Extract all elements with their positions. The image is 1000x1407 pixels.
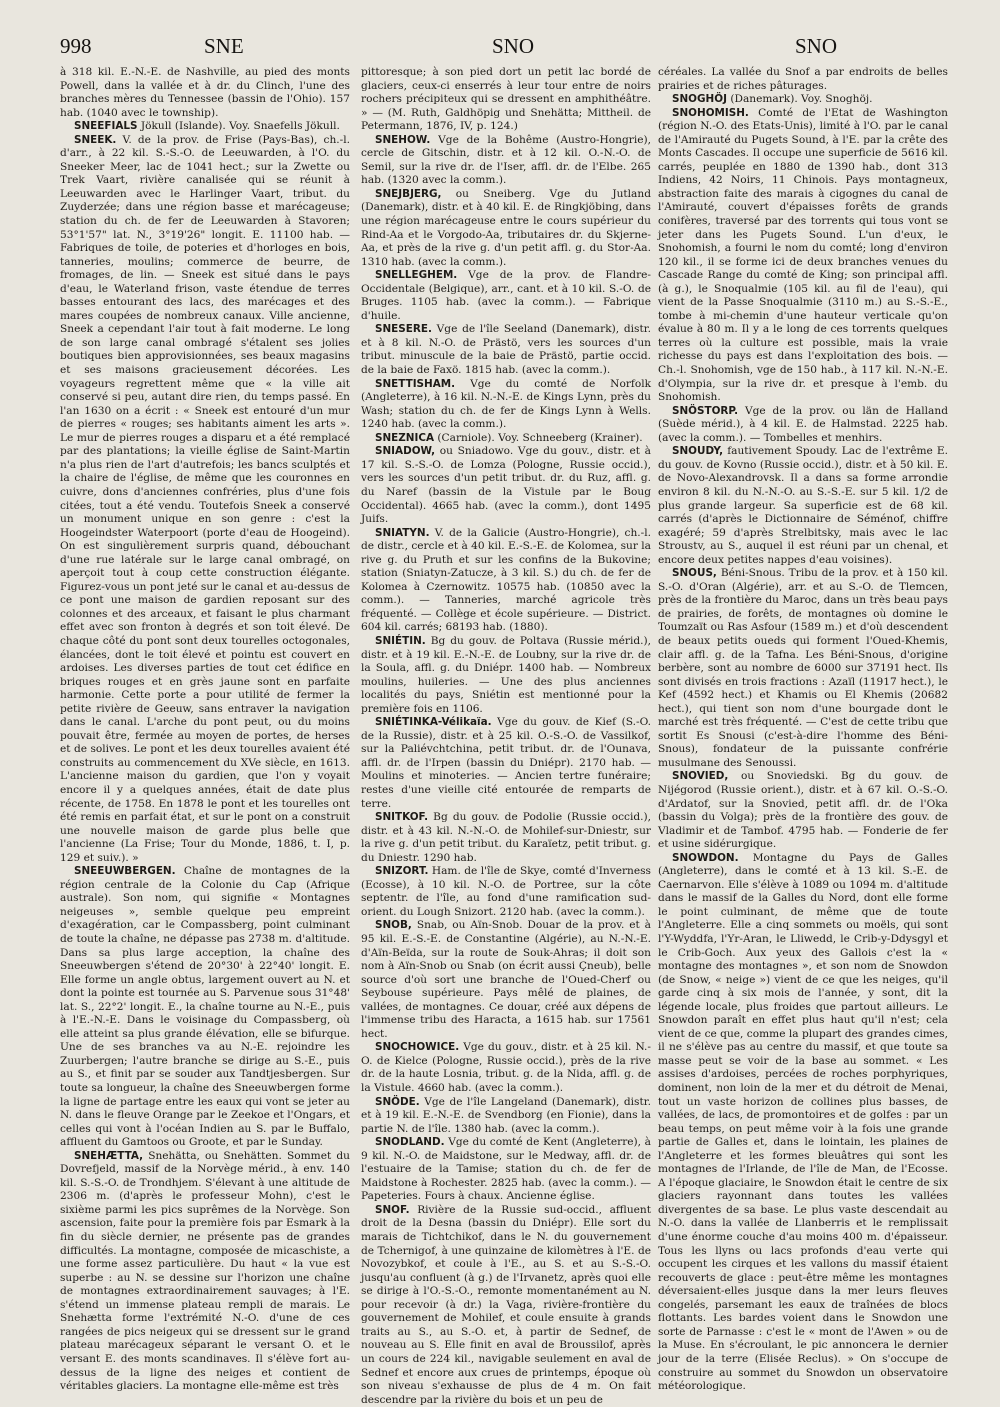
entry-headword: SNODLAND. — [375, 1136, 445, 1149]
entry-body: Vge de la prov. de Flandre-Occidentale (Belgique), arr., cant. et à 10 kil. S.-O. de Bruges. 1105 hab. (avec la comm.). — Fabrique d'huile. — [361, 269, 652, 322]
entry-headword: SNEZNICA — [375, 431, 435, 444]
entry-body: V. de la Galicie (Austro-Hongrie), ch.-l. de distr., cercle et à 40 kil. E.-S.-E. de Kolomea, sur la rive g. du Pruth et sur les confins de la Bukovine; station (Sniatyn-Zatucze, à 3 kil. S.) du ch. de fer de Kolomea à Czernowitz. 10575 hab. (10850 avec la comm.). — Tanneries, marché agricole très fréquenté. — Collège et école supérieure. — District. 604 kil. carrés; 68193 hab. (1880). — [361, 526, 651, 634]
dictionary-entry — [60, 120, 350, 134]
entry-headword: SNITKOF. — [375, 811, 429, 824]
entry-headword: SNOWDON. — [672, 851, 739, 864]
entry-body: Bg du gouv. de Podolie (Russie occid.), distr. et à 43 kil. N.-N.-O. de Mohilef-sur-Dniestr, sur la rive g. d'un petit tribut. du Karaïetz, petit tribut. g. du Dniestr. 1290 hab. — [361, 811, 651, 864]
entry-headword: SNELLEGHEM. — [375, 269, 458, 282]
entry-body: Vge du comté de Norfolk (Angleterre), à 16 kil. N.-N.-E. de Kings Lynn, près du Wash; station du ch. de fer de Kings Lynn à Wells. 1240 hab. (avec la comm.). — [361, 377, 652, 431]
dictionary-entry — [361, 1096, 651, 1137]
entry-body: Snehätta, ou Snehätten. Sommet du Dovrefjeld, massif de la Norvège mérid., à env. 140 kil. S.-S.-O. de Trondhjem. S'élevant à une altitude de 2306 m. (d'après le professeur Mohn), c'est le sixième parmi les pics suprêmes de la Norvège. Son ascension, faite pour la première fois par Esmark à la fin du siècle dernier, ne présente pas de grandes difficultés. La montagne, composée de micaschiste, a une forme assez particulière. Du haut « la vue est superbe : au N. se dessine sur l'horizon une chaîne de montagnes extraordinairement sauvages; à l'E. s'étend un immense plateau rempli de marais. Le Snehætta forme l'extrémité N.-O. d'une de ces rangées de pics neigeux qui se dressent sur le grand plateau marécageux séparant le versant O. et le versant E. des monts scandinaves. Il s'élève fort au-dessus de la ligne des neiges et contient de véritables glaciers. La montagne elle-même est très — [60, 1149, 350, 1393]
dictionary-entry — [361, 716, 651, 811]
entry-headword: SNEEUWBERGEN. — [74, 865, 176, 878]
dictionary-entry — [60, 134, 350, 866]
entry-body: Jökull (Islande). Voy. Snaefells Jökull. — [140, 120, 340, 133]
entry-headword: SNIZORT. — [375, 865, 429, 878]
entry-body: céréales. La vallée du Snof a par endroits de belles prairies et de riches pâturages. — [658, 66, 948, 92]
dictionary-entry — [361, 432, 651, 446]
dictionary-entry — [658, 405, 948, 446]
entry-body: V. de la prov. de Frise (Pays-Bas), ch.-l. d'arr., à 22 kil. S.-S.-O. de Leeuwarden, à l'O. du Sneeker Meer, lac de 1041 hect.; sur la Zwette ou Trek Vaart, rivière canalisée qui se réunit à Leeuwarden avec le Harlinger Vaart, tribut. du Zuyderzée; dans une région basse et marécageuse; station du ch. de fer de Leeuwarden à Stavoren; 53°1'57" lat. N., 3°19'26" longit. E. 11100 hab. — Fabriques de toile, de poteries et d'horloges en bois, tanneries, moulins; commerce de beurre, de fromages, de lin. — Sneek est situé dans le pays d'eau, le Waterland frison, vaste étendue de terres basses entourant des lacs, des marécages et des mares coupées de nombreux canaux. Ville ancienne, Sneek a cependant l'air tout à fait moderne. Le long de son large canal ombragé s'étalent ses jolies boutiques bien approvisionnées, ses beaux magasins et ses maisons gracieusement décorées. Les voyageurs regrettent même que « la ville ait conservé si peu, autant dire rien, du temps passé. En l'an 1630 on a écrit : « Sneek est entouré d'un mur de pierres « rouges; ses habitants aiment les arts ». Le mur de pierres rouges a disparu et a été remplacé par des plantations; la vieille église de Saint-Martin n'a plus rien de l'art d'autrefois; les bancs sculptés et la chaire de l'église, de même que les couronnes en cuivre, dons d'anciennes confréries, plus d'une fois citées, tout a été vendu. Toutefois Sneek a conservé un monument unique en son genre : c'est la Hoogeindster Waterpoort (porte d'eau de Hoogeind). On est singulièrement surpris quand, débouchant d'une rue latérale sur le large canal ombragé, on aperçoit tout à coup cette construction élégante. Figurez-vous un pont jeté sur le canal et au-dessus de ce pont une maison de gardien reposant sur des colonnes et des arceaux, et faisant le plus charmant effet avec son fronton à degrés et son toit élevé. De chaque côté du pont sont deux tourelles octogonales, élancées, dont le toit élevé et pointu est couvert en ardoises. Les diverses parties de tout cet édifice en briques rouges et en grès jaune sont en parfaite harmonie. Cette porte a pour utilité de fermer la petite rivière de Geeuw, sans entraver la navigation dans le canal. L'arche du pont peut, ou du moins pouvait être, fermée au moyen de portes, de herses et de solives. Le pont et les deux tourelles avaient été construits au commencement du XVe siècle, en 1613. L'ancienne maison du gardien, que l'on y voyait encore il y a quelques années, était de date plus récente, de 1758. En 1878 le pont et les tourelles ont été remis en parfait état, et sur le pont on a construit une nouvelle maison de garde plus belle que l'ancienne (La Frise; Tour du Monde, 1886, t. I, p. 129 et suiv.). » — [60, 133, 350, 864]
dictionary-entry — [361, 378, 651, 432]
entry-body: Vge de la prov. ou län de Halland (Suède mérid.), à 4 kil. E. de Halmstad. 2225 hab. (avec la comm.). — Tombelles et menhirs. — [658, 404, 948, 444]
entry-headword: SNOF. — [375, 1203, 410, 1216]
entry-headword: SNIÉTIN. — [375, 634, 426, 647]
dictionary-entry — [658, 567, 948, 770]
text-column-3 — [658, 66, 949, 1393]
entry-body: Vge de l'île Seeland (Danemark), distr. et à 8 kil. N.-O. de Prästö, vers les sources d'un tribut. minuscule de la baie de Prästö, partie occid. de la baie de Faxö. 1815 hab. (avec la comm.). — [361, 323, 651, 377]
entry-headword: SNEEK. — [74, 133, 117, 146]
entry-headword: SNÖDE. — [375, 1095, 420, 1108]
entry-headword: SNEHOW. — [375, 133, 431, 146]
dictionary-entry — [361, 1041, 651, 1095]
entry-headword: SNOUS, — [672, 567, 717, 580]
running-head-left: SNE — [204, 34, 244, 58]
entry-body: fautivement Spoudy. Lac de l'extrême E. du gouv. de Kovno (Russie occid.), distr. et à 50 kil. E. de Novo-Alexandrovsk. Il a dans sa forme arrondie environ 8 kil. du N.-N.-O. au S.-S.-E. sur 5 kil. 1/2 de plus grande largeur. Sa superficie est de 68 kil. carrés (d'après le Dictionnaire de Séménof, chiffre exagéré; 59 d'après Strelbitsky, mais avec le lac Stroustv, au S., auquel il est réuni par un chenal, et encore deux petites nappes d'eau voisines). — [658, 445, 948, 566]
entry-body: à 318 kil. E.-N.-E. de Nashville, au pied des monts Powell, dans la vallée et à dr. du Clinch, l'une des branches mères du Tennessee (bassin de l'Ohio). 157 hab. (1040 avec le township). — [60, 66, 350, 119]
dictionary-entry — [361, 919, 651, 1041]
dictionary-entry — [658, 852, 948, 1394]
entry-headword: SNOHOMISH. — [672, 106, 749, 119]
entry-headword: SNOUDY, — [672, 445, 724, 458]
entry-body: (Carniole). Voy. Schneeberg (Krainer). — [437, 431, 643, 444]
dictionary-entry — [361, 188, 651, 269]
entry-headword: SNOVIED, — [672, 770, 729, 783]
running-head-right: SNO — [795, 34, 838, 58]
dictionary-entry — [361, 269, 651, 323]
entry-body: Vge du gouv. de Kief (S.-O. de la Russie), distr. et à 25 kil. O.-S.-O. de Vassilkof, sur la Paliévchtchina, petit tribut. dr. de l'Ounava, affl. dr. de l'Irpen (bassin du Dniépr). 2170 hab. — Moulins et minoteries. — Ancien tertre funéraire; restes d'une vieille cité entourée de remparts de terre. — [361, 716, 651, 810]
dictionary-entry — [658, 66, 948, 93]
entry-body: Bg du gouv. de Poltava (Russie mérid.), distr. et à 19 kil. E.-N.-E. de Loubny, sur la rive dr. de la Soula, affl. g. du Dniépr. 1400 hab. — Nombreux moulins, huileries. — Une des plus anciennes localités du pays, Sniétin est mentionné pour la première fois en 1106. — [361, 634, 651, 715]
entry-body: Rivière de la Russie sud-occid., affluent droit de la Desna (bassin du Dniépr). Elle sort du marais de Tichtchikof, dans le N. du gouvernement de Tchernigof, à une quinzaine de kilomètres à l'E. de Novozybkof, et coule à l'E., au S. et au S.-S.-O. jusqu'au confluent (à g.) de l'Irvanetz, après quoi elle se dirige à l'O.-S.-O., remonte momentanément au N. pour recevoir (à dr.) la Vaga, rivière-frontière du gouvernement de Mohilef, et coule ensuite à grands traits au S., au S.-O. et, à partir de Sednef, de nouveau au S. Elle finit en aval de Broussilof, après un cours de 224 kil., navigable seulement en aval de Sednef et encore aux crues de printemps, époque où son niveau s'exhausse de plus de 4 m. On fait descendre par la rivière du bois et un peu de — [361, 1203, 652, 1406]
entry-body: Vge du comté de Kent (Angleterre), à 9 kil. N.-O. de Maidstone, sur le Medway, affl. dr. de l'estuaire de la Tamise; station du ch. de fer de Maidstone à Rochester. 2825 hab. (avec la comm.). — Papeteries. Fours à chaux. Ancienne église. — [361, 1136, 651, 1203]
dictionary-entry — [361, 811, 651, 865]
entry-headword: SNESERE. — [375, 323, 432, 336]
entry-headword: SNIADOW, — [375, 445, 436, 458]
entry-headword: SNOB, — [375, 919, 412, 932]
dictionary-entry — [361, 635, 651, 716]
entry-body: Vge du gouv., distr. et à 25 kil. N.-O. de Kielce (Pologne, Russie occid.), près de la rive dr. de la haute Losnia, tribut. g. de la Nida, affl. g. de la Vistule. 4660 hab. (avec la comm.). — [361, 1041, 651, 1095]
dictionary-entry — [361, 1136, 651, 1204]
entry-body: ou Snoviedski. Bg du gouv. de Nijégorod (Russie orient.), distr. et à 67 kil. O.-S.-O. d'Ardatof, sur la Snovied, petit affl. dr. de l'Oka (bassin du Volga); près de la frontière des gouv. de Vladimir et de Tambof. 4795 hab. — Fonderie de fer et usine sidérurgique. — [658, 770, 948, 851]
text-column-2 — [361, 66, 652, 1406]
entry-headword: SNEEFIALS — [74, 120, 138, 133]
entry-body: Comté de l'Etat de Washington (région N.-O. des Etats-Unis), limité à l'O. par le canal de l'Amirauté du Pugets Sound, à l'E. par la crête des Monts Cascades. Il occupe une superficie de 5616 kil. carrés, peuplée en 1880 de 1390 hab., dont 313 Indiens, 42 Noirs, 11 Chinois. Pays montagneux, abstraction faite des marais à cigognes du canal de l'Amirauté, couvert d'épaisses forêts de grands conifères, traversé par des torrents qui tous vont se jeter dans les Pugets Sound. L'un d'eux, le Snohomish, a fourni le nom du comté; long d'environ 120 kil., il se forme ici de deux branches venues du Cascade Range du comté de King; son principal affl. (à g.), le Snoqualmie (105 kil. au fil de l'eau), qui vient de la Passe Snoqualmie (3110 m.) au S.-S.-E., tombe à mi-chemin d'une hauteur verticale qu'on évalue à 80 m. Il y a le long de ces torrents quelques terres où la culture est possible, mais la vraie richesse du pays est dans l'exploitation des bois. — Ch.-l. Snohomish, vge de 150 hab., à 117 kil. N.-N.-E. d'Olympia, sur la rive dr. et presque à l'emb. du Snohomish. — [658, 106, 949, 404]
dictionary-entry — [361, 445, 651, 526]
entry-headword: SNÖSTORP. — [672, 404, 739, 417]
text-column-1 — [60, 66, 350, 1393]
dictionary-entry — [361, 66, 651, 134]
dictionary-entry — [658, 93, 948, 107]
dictionary-entry — [60, 66, 350, 120]
dictionary-entry — [361, 134, 651, 188]
entry-headword: SNETTISHAM. — [375, 377, 456, 390]
dictionary-entry — [658, 770, 948, 851]
entry-body: Ham. de l'île de Skye, comté d'Inverness (Ecosse), à 10 kil. N.-O. de Portree, sur la côte septentr. de l'île, au fond d'une ramification sud-orient. du Lough Snizort. 2120 hab. (avec la comm.). — [361, 865, 651, 918]
entry-body: Vge de l'île Langeland (Danemark), distr. et à 19 kil. E.-N.-E. de Svendborg (en Fionie), dans la partie N. de l'île. 1380 hab. (avec la comm.). — [361, 1095, 651, 1135]
entry-headword: SNEHÆTTA, — [74, 1149, 144, 1162]
entry-body: Snab, ou Aïn-Snob. Douar de la prov. et à 95 kil. E.-S.-E. de Constantine (Algérie), au N.-N.-E. d'Aïn-Beïda, sur la route de Souk-Ahras; il doit son nom à Aïn-Snob ou Snab (on écrit aussi Çneub), belle source d'où sort une branche de l'Oued-Cherf ou Seybouse supérieure. Pays mêlé de plaines, de vallées, de montagnes. Ce douar, créé aux dépens de l'immense tribu des Haracta, a 1615 hab. sur 17561 hect. — [361, 919, 651, 1040]
dictionary-entry — [361, 323, 651, 377]
dictionary-entry — [658, 445, 948, 567]
running-head-center: SNO — [492, 34, 535, 58]
entry-body: Vge de la Bohême (Austro-Hongrie), cercle de Gitschin, distr. et à 12 kil. O.-N.-O. de Semil, sur la rive dr. de l'Iser, affl. dr. de l'Elbe. 265 hab. (1320 avec la comm.). — [361, 133, 651, 187]
entry-headword: SNOGHÖJ — [672, 93, 727, 106]
dictionary-entry — [60, 1150, 350, 1394]
dictionary-entry — [361, 527, 651, 635]
page-number: 998 — [60, 34, 92, 58]
entry-headword: SNOCHOWICE. — [375, 1041, 460, 1054]
entry-body: ou Sneiberg. Vge du Jutland (Danemark), distr. et à 40 kil. E. de Ringkjöbing, dans une région marécageuse entre le cours supérieur du Rind-Aa et le Vorgodo-Aa, tributaires dr. du Skjerne-Aa, et près de la rive g. d'un petit affl. g. du Stor-Aa. 1310 hab. (avec la comm.). — [361, 187, 651, 268]
entry-headword: SNEJBJERG, — [375, 187, 442, 200]
dictionary-entry — [658, 107, 948, 405]
entry-body: Montagne du Pays de Galles (Angleterre), dans le comté et à 13 kil. S.-E. de Caernarvon. Elle s'élève à 1089 ou 1094 m. d'altitude dans le massif de la Galles du Nord, dont elle forme le point culminant, de même que de toute l'Angleterre. Elle a cinq sommets ou moëls, qui sont l'Y-Wyddfa, l'Yr-Aran, le Lliwedd, le Crib-y-Ddysgyl et le Crib-Goch. Aux yeux des Gallois c'est la « montagne des montagnes », et son nom de Snowdon (de Snow, « neige ») vient de ce que les neiges, qu'il garde cinq à six mois de l'année, y sont, dit la légende locale, plus froides que partout ailleurs. Le Snowdon paraît en effet plus haut qu'il n'est; cela vient de ce que, comme la plupart des grandes cimes, il ne s'élève pas au centre du massif, et que toute sa masse peut se voir de la base au sommet. « Les assises d'ardoises, percées de roches porphyriques, dominent, non loin de la mer et du détroit de Menai, tout un vaste horizon de collines plus basses, de vallées, de lacs, de promontoires et de golfes : par un beau temps, on peut même voir à la fois une grande partie de Galles et, dans le lointain, les plaines de l'Angleterre et les formes bleuâtres qui sont les montagnes de l'Irlande, de l'île de Man, de l'Ecosse. A l'époque glaciaire, le Snowdon était le centre de six glaciers rayonnant dans toutes les vallées divergentes de sa base. Le plus vaste descendait au N.-O. dans la vallée de Llanberris et le remplissait d'une énorme couche d'au moins 400 m. d'épaisseur. Tous les llyns ou lacs profonds d'eau verte qui occupent les cirques et les vallons du massif étaient recouverts de glace : peut-être même les montagnes déversaient-elles jusque dans la mer leurs fleuves congelés, parsemant les eaux de traînées de blocs flottants. Les bardes voient dans le Snowdon une sorte de Parnasse : c'est le « mont de l'Awen » ou de la Muse. En s'écroulant, le pic annoncera le dernier jour de la terre (Elisée Reclus). » On s'occupe de construire au sommet du Snowdon un observatoire météorologique. — [658, 851, 948, 1393]
dictionary-entry — [361, 1204, 651, 1407]
entry-body: Chaîne de montagnes de la région centrale de la Colonie du Cap (Afrique australe). Son nom, qui signifie « Montagnes neigeuses », semble quelque peu empreint d'exagération, car le Compassberg, point culminant de toute la chaîne, ne dépasse pas 2738 m. d'altitude. Dans sa plus large acception, la chaîne des Sneeuwbergen s'étend de 20°30' à 22°40' longit. E. Elle forme un angle obtus, largement ouvert au N. et dont la pointe est tournée au S. Parvenue sous 31°48' lat. S., 22°2' longit. E., la chaîne tourne au N.-E., puis à l'E.-N.-E. Dans le voisinage du Compassberg, où elle atteint sa plus grande élévation, elle se bifurque. Une de ses branches va au N.-E. rejoindre les Zuurbergen; l'autre branche se dirige au S.-E., puis au S., et finit par se souder aux Tandtjesbergen. Sur toute sa longueur, la chaîne des Sneeuwbergen forme la ligne de partage entre les eaux qui vont se jeter au N. dans le fleuve Orange par le Zeekoe et l'Ongars, et celles qui vont à l'océan Indien au S. par le Buffalo, affluent du Gamtoos ou Groote, et par le Sunday. — [60, 865, 350, 1149]
entry-body: Béni-Snous. Tribu de la prov. et à 150 kil. S.-O. d'Oran (Algérie), arr. et au S.-O. de Tlemcen, près de la frontière du Maroc, dans un très beau pays de prairies, de forêts, de montagnes où domine le Toumzaït ou Ras Asfour (1589 m.) et d'où descendent de beaux petits oueds qui forment l'Oued-Khemis, clair affl. g. de la Tafna. Les Béni-Snous, d'origine berbère, sont au nombre de 6000 sur 37191 hect. Ils sont divisés en trois fractions : Azaïl (11917 hect.), le Kef (4592 hect.) et Khamis ou El Khemis (20682 hect.), qui tient son nom d'une bourgade dont le marché est très fréquenté. — C'est de cette tribu que sortit Es Snousi (c'est-à-dire l'homme des Béni-Snous), fondateur de la puissante confrérie musulmane des Senoussi. — [658, 567, 948, 769]
entry-body: (Danemark). Voy. Snoghöj. — [730, 93, 873, 106]
entry-headword: SNIÉTINKA-Vélikaïa. — [375, 716, 492, 729]
entry-body: ou Sniadowo. Vge du gouv., distr. et à 17 kil. S.-S.-O. de Lomza (Pologne, Russie occid.), vers les sources d'un petit tribut. dr. du Ruz, affl. g. du Naref (bassin de la Vistule par le Boug Occidental). 4665 hab. (avec la comm.), dont 1495 Juifs. — [361, 445, 651, 526]
entry-headword: SNIATYN. — [375, 526, 430, 539]
entry-body: pittoresque; à son pied dort un petit lac bordé de glaciers, ceux-ci enserrés à leur tour entre de noirs rochers précipiteux qui se dressent en amphithéâtre. » — (M. Ruth, Galdhöpig und Snehätta; Mittheil. de Petermann, 1876, IV, p. 124.) — [361, 66, 651, 133]
dictionary-entry — [60, 865, 350, 1149]
dictionary-entry — [361, 865, 651, 919]
